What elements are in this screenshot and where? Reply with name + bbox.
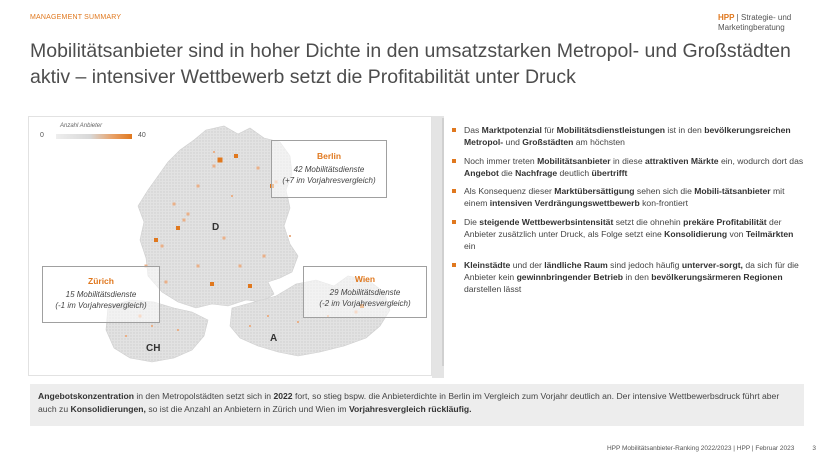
brand-name: HPP xyxy=(718,13,735,22)
hotspot-marker xyxy=(154,238,158,242)
body-text: so ist die Anzahl an Anbietern in Zürich und Wien im xyxy=(145,404,349,414)
body-text: für xyxy=(541,125,557,135)
emphasis-text: Konsolidierungen, xyxy=(70,404,146,414)
emphasis-text: Mobili-tätsanbieter xyxy=(694,186,771,197)
body-text: Als Konsequenz dieser xyxy=(464,186,555,197)
brand-line2: Marketingberatung xyxy=(718,23,785,32)
hotspot-marker xyxy=(197,185,200,188)
hotspot-marker xyxy=(177,329,179,331)
callout-wien-count: 29 Mobilitätsdienste xyxy=(329,288,401,297)
brand-logo xyxy=(718,13,818,33)
legend-min: 0 xyxy=(40,132,44,139)
emphasis-text: Großstädten xyxy=(522,137,574,148)
hotspot-marker xyxy=(165,281,168,284)
emphasis-text: Mobilitätsanbieter xyxy=(537,155,611,166)
emphasis-text: Angebot xyxy=(464,167,499,178)
hotspot-marker xyxy=(161,245,164,248)
body-text: ein, wodurch dort das xyxy=(718,155,804,166)
hotspot-marker xyxy=(248,284,252,288)
body-text: in diese xyxy=(610,155,646,166)
hotspot-marker xyxy=(187,213,190,216)
emphasis-text: 2022 xyxy=(273,391,293,401)
emphasis-text: intensiven Verdrängungswettbewerb xyxy=(489,198,640,209)
hotspot-marker xyxy=(289,235,291,237)
emphasis-text: Konsolidierung xyxy=(664,229,728,240)
hotspot-marker xyxy=(223,237,226,240)
hotspot-marker xyxy=(173,203,176,206)
body-text: da sich für die Anbieter kein xyxy=(464,259,799,282)
hotspot-marker xyxy=(151,325,153,327)
body-text: darstellen lässt xyxy=(464,284,522,295)
body-text: der Anbieter zusätzlich unter Druck, als Folge setzt eine xyxy=(464,216,782,240)
findings-list xyxy=(452,124,806,302)
hotspot-marker xyxy=(267,315,269,317)
body-text: Die xyxy=(464,216,480,227)
emphasis-text: Mobilitätsdienstleistungen xyxy=(556,125,666,135)
emphasis-text: attraktiven Märkte xyxy=(645,155,719,166)
body-text: von xyxy=(727,229,746,240)
emphasis-text: bevölkerungsärmeren Regionen xyxy=(651,271,783,282)
callout-zurich-count: 15 Mobilitätsdienste xyxy=(65,290,137,299)
hotspot-marker xyxy=(213,151,215,153)
callout-zurich xyxy=(42,266,160,323)
hotspot-marker xyxy=(210,282,214,286)
finding-item xyxy=(452,124,806,149)
callout-berlin-city: Berlin xyxy=(316,151,342,161)
callout-berlin xyxy=(271,140,387,198)
hotspot-marker xyxy=(263,255,266,258)
body-text: mit einem xyxy=(464,186,785,209)
emphasis-text: Teilmärkten xyxy=(745,229,794,240)
brand-separator: | xyxy=(734,13,741,22)
callout-zurich-change: (-1 im Vorjahresvergleich) xyxy=(55,301,147,310)
body-text: und der xyxy=(510,259,545,270)
emphasis-text: übertrifft xyxy=(591,167,628,178)
legend-gradient xyxy=(56,134,132,139)
footer-text: HPP Mobilitätsanbieter-Ranking 2022/2023 | HPP | Februar 2023 xyxy=(606,445,795,452)
body-text: am höchsten xyxy=(573,137,625,148)
emphasis-text: Angebotskonzentration xyxy=(38,391,134,401)
body-text: setzt die ohnehin xyxy=(613,216,684,227)
emphasis-text: Marktübersättigung xyxy=(554,186,635,197)
body-text: kon-frontiert xyxy=(639,198,688,209)
page-title: Mobilitätsanbieter sind in hoher Dichte in den umsatzstarken Metropol- und Großstädten aktiv – intensiver Wettbewerb setzt die Profitabilität unter Druck xyxy=(30,40,791,88)
body-text: Noch immer treten xyxy=(464,155,538,166)
body-text: in den Metropolstädten setzt sich in xyxy=(133,391,274,401)
emphasis-text: steigende Wettbewerbsintensität xyxy=(479,216,614,227)
body-text: Das xyxy=(464,125,482,135)
label-germany: D xyxy=(212,222,220,233)
hotspot-marker xyxy=(239,265,242,268)
callout-wien-city: Wien xyxy=(354,274,376,284)
label-austria: A xyxy=(270,333,278,344)
finding-item xyxy=(452,259,806,296)
legend-max: 40 xyxy=(138,132,146,139)
callout-berlin-count: 42 Mobilitätsdienste xyxy=(293,165,365,174)
footer xyxy=(607,445,816,452)
hotspot-marker xyxy=(213,165,216,168)
summary-box xyxy=(30,384,804,426)
hotspot-marker xyxy=(231,195,233,197)
finding-item xyxy=(452,216,806,253)
brand-line1: Strategie- und xyxy=(740,13,792,22)
body-text: und xyxy=(503,137,523,148)
hotspot-marker xyxy=(176,226,180,230)
finding-item xyxy=(452,185,806,210)
emphasis-text: gewinnbringender Betrieb xyxy=(516,271,624,282)
callout-wien-change: (-2 im Vorjahresvergleich) xyxy=(319,299,411,308)
body-text: fort, so stieg bspw. die Anbieterdichte in Berlin im Vergleich zum Vorjahr deutlich an. Der intensive Wettbewerbsdruck führt aber auch zu xyxy=(38,391,780,414)
body-text: ist in den xyxy=(665,125,705,135)
emphasis-text: unterver-sorgt, xyxy=(681,259,743,270)
body-text: sehen sich die xyxy=(634,186,695,197)
finding-item xyxy=(452,155,806,180)
hotspot-marker xyxy=(257,167,260,170)
emphasis-text: ländliche Raum xyxy=(544,259,608,270)
emphasis-text: prekäre Profitabilität xyxy=(683,216,767,227)
emphasis-text: Marktpotenzial xyxy=(481,125,542,135)
hotspot-marker xyxy=(197,265,200,268)
hotspot-marker xyxy=(234,154,238,158)
body-text: deutlich xyxy=(557,167,592,178)
section-label: MANAGEMENT SUMMARY xyxy=(30,14,122,21)
body-text: sind jedoch häufig xyxy=(607,259,682,270)
hotspot-marker xyxy=(297,321,299,323)
label-switzerland: CH xyxy=(146,343,161,354)
callout-zurich-city: Zürich xyxy=(88,276,114,286)
callout-berlin-change: (+7 im Vorjahresvergleich) xyxy=(282,176,376,185)
emphasis-text: Nachfrage xyxy=(515,167,558,178)
emphasis-text: Kleinstädte xyxy=(464,259,511,270)
body-text: die xyxy=(498,167,516,178)
hotspot-marker xyxy=(183,219,186,222)
callout-wien xyxy=(303,266,427,318)
hotspot-marker xyxy=(218,158,223,163)
emphasis-text: Vorjahresvergleich rückläufig. xyxy=(348,404,472,414)
legend-title: Anzahl Anbieter xyxy=(60,123,103,129)
map-legend xyxy=(40,123,150,145)
hotspot-marker xyxy=(249,325,251,327)
body-text: in den xyxy=(623,271,652,282)
emphasis-text: bevölkerungsreichen Metropol- xyxy=(464,125,791,148)
body-text: ein xyxy=(464,241,476,252)
hotspot-marker xyxy=(125,335,127,337)
page-number: 3 xyxy=(812,445,816,452)
